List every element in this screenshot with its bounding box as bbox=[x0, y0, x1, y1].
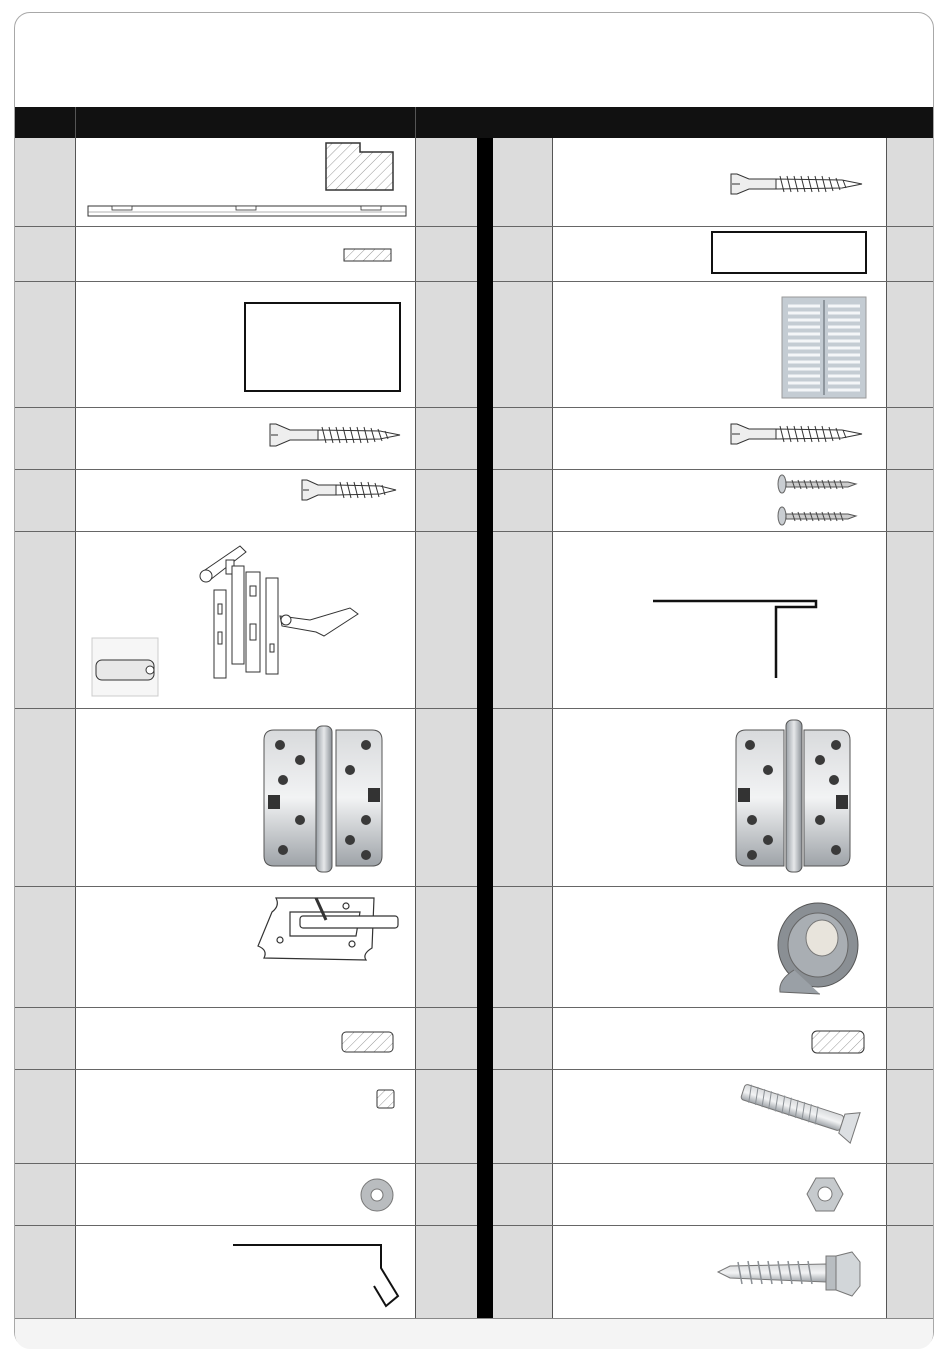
angle-profile-icon bbox=[653, 601, 816, 678]
empty-rectangle-icon bbox=[245, 303, 400, 391]
hex-self-tapping-screw-icon bbox=[718, 1252, 860, 1296]
wood-screw-icon bbox=[270, 424, 400, 446]
lift-off-hinge-icon bbox=[264, 726, 382, 872]
sealing-tape-icon bbox=[778, 903, 858, 994]
wood-screw-icon bbox=[731, 174, 862, 194]
empty-rectangle-icon bbox=[712, 232, 866, 273]
rounded-profile-icon bbox=[342, 1032, 393, 1052]
machine-bolt-icon bbox=[738, 1076, 860, 1143]
rectangular-profile-icon bbox=[344, 249, 391, 261]
washer-icon bbox=[361, 1179, 393, 1211]
lift-off-hinge-icon bbox=[736, 720, 850, 872]
barrel-bolt-icon bbox=[258, 898, 398, 960]
footer-strip bbox=[15, 1318, 933, 1349]
mortise-lock-icon bbox=[92, 546, 358, 696]
wood-screw-icon bbox=[731, 424, 862, 444]
pan-head-screws-icon bbox=[778, 475, 856, 525]
frame-profile-icon bbox=[88, 143, 406, 216]
square-profile-icon bbox=[377, 1090, 394, 1108]
ventilation-grille-icon bbox=[782, 297, 866, 398]
z-profile-icon bbox=[233, 1245, 398, 1306]
rounded-profile-icon bbox=[812, 1031, 864, 1053]
wood-screw-icon bbox=[302, 480, 396, 500]
hex-nut-icon bbox=[807, 1178, 843, 1211]
